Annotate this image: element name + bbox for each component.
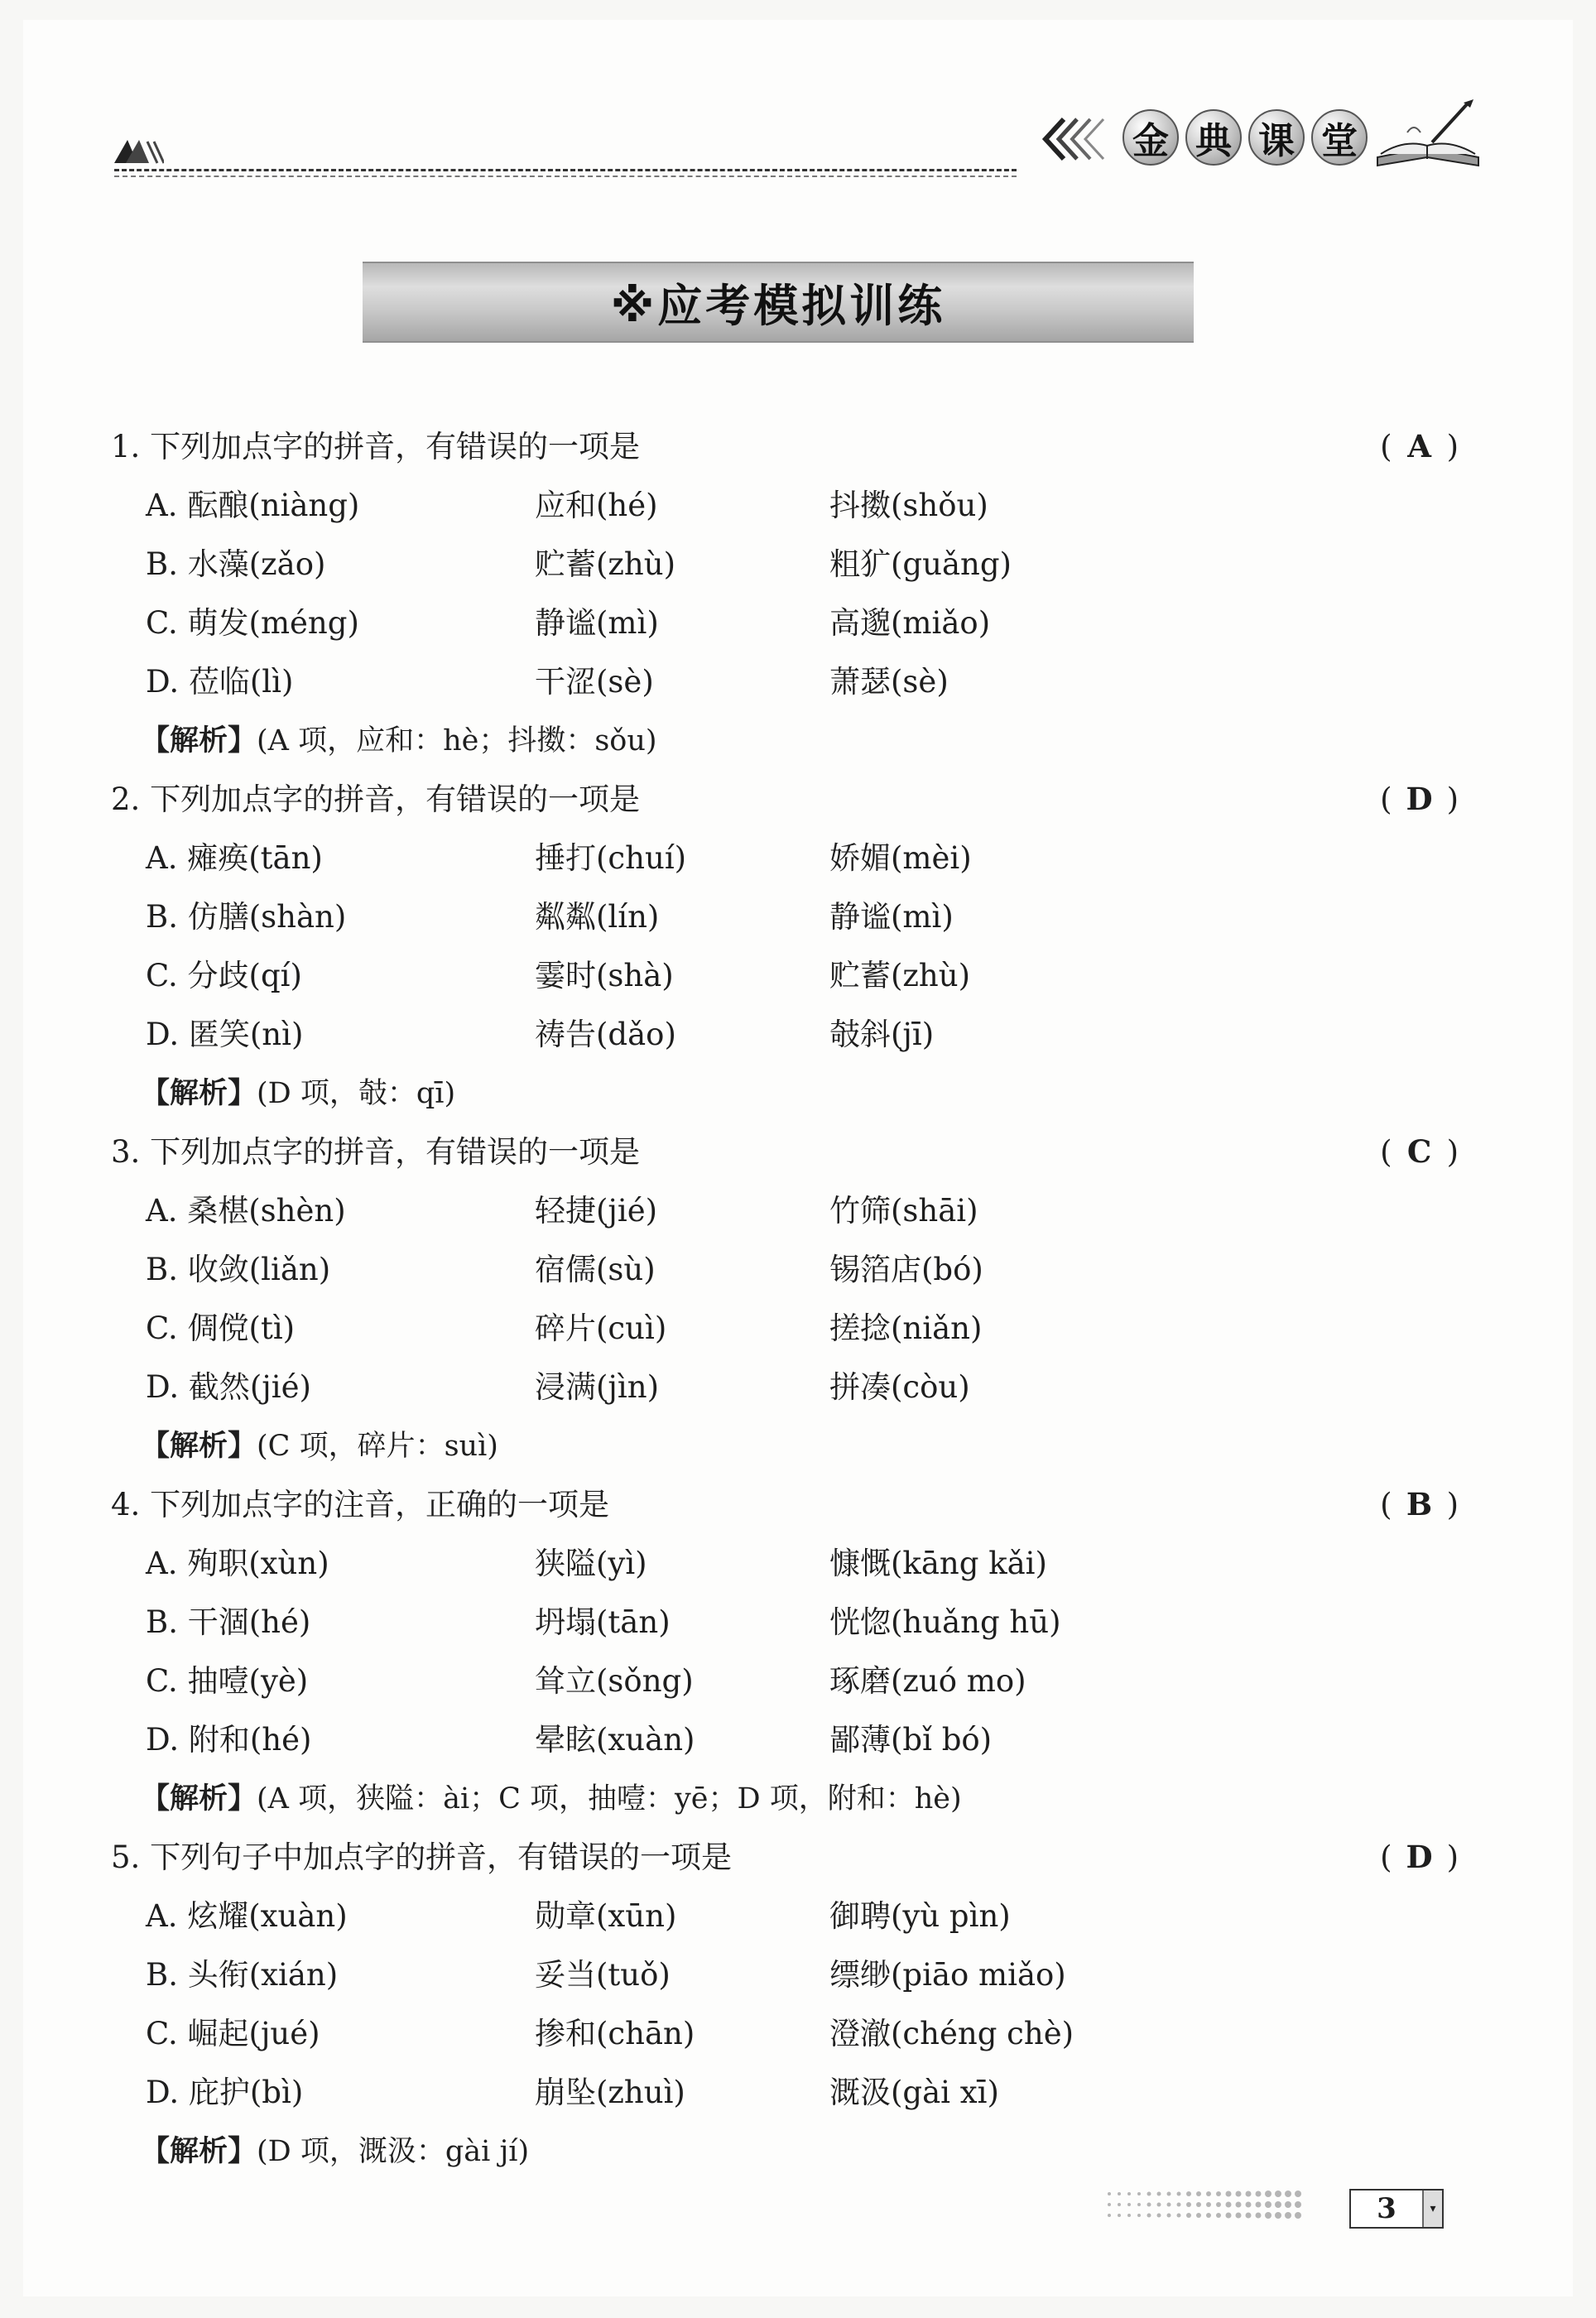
option-item: 霎时(shà) — [535, 958, 674, 993]
option-item: 恍惚(huǎng hū) — [829, 1604, 1061, 1640]
option-item: 妥当(tuǒ) — [535, 1957, 671, 1993]
option-row — [111, 652, 1460, 711]
option-item: 高邈(miǎo) — [829, 605, 991, 641]
option-row — [111, 2004, 1460, 2063]
option-item: 碎片(cuì) — [535, 1310, 667, 1346]
double-chevron-left-icon — [1039, 114, 1105, 164]
option-item: 拼凑(còu) — [829, 1369, 970, 1405]
question-stem: 5. 下列句子中加点字的拼音，有错误的一项是 — [111, 1839, 733, 1875]
option-item: B. 收敛(liǎn) — [146, 1252, 331, 1287]
analysis-tag: 【解析】 — [141, 1076, 257, 1110]
triangle-down-icon: ▾ — [1422, 2191, 1442, 2227]
option-row — [111, 1945, 1460, 2004]
header-rule — [114, 169, 1017, 171]
option-row — [111, 1710, 1460, 1769]
option-item: 应和(hé) — [535, 488, 658, 523]
question-stem: 1. 下列加点字的拼音，有错误的一项是 — [111, 429, 641, 464]
option-row — [111, 1299, 1460, 1358]
option-item: D. 匿笑(nì) — [146, 1017, 304, 1052]
option-row — [111, 476, 1460, 535]
option-item: 耸立(sǒng) — [535, 1663, 694, 1699]
option-row — [111, 1887, 1460, 1945]
option-row — [111, 1652, 1460, 1710]
option-item: 狭隘(yì) — [535, 1546, 647, 1581]
option-item: 捶打(chuí) — [535, 840, 687, 876]
option-item: 掺和(chān) — [535, 2016, 695, 2051]
option-item: D. 截然(jié) — [146, 1369, 311, 1405]
question-stem: 3. 下列加点字的拼音，有错误的一项是 — [111, 1134, 641, 1170]
option-item: A. 酝酿(niàng) — [146, 488, 360, 523]
analysis-tag: 【解析】 — [141, 2134, 257, 2168]
option-item: 粗犷(guǎng) — [829, 546, 1012, 582]
answer-letter: C — [1406, 1133, 1434, 1170]
option-item: 静谧(mì) — [535, 605, 659, 641]
option-item: C. 倜傥(tì) — [146, 1310, 296, 1346]
option-item: 娇媚(mèi) — [829, 840, 972, 876]
question-4 — [111, 1475, 1460, 1534]
option-item: C. 萌发(méng) — [146, 605, 359, 641]
dot-pattern-decor — [1101, 2187, 1333, 2222]
analysis — [111, 1064, 1460, 1123]
option-item: 鄙薄(bǐ bó) — [829, 1722, 993, 1758]
option-row — [111, 1181, 1460, 1240]
question-stem: 2. 下列加点字的拼音，有错误的一项是 — [111, 781, 641, 817]
option-item: 粼粼(lín) — [535, 899, 660, 935]
question-list — [111, 417, 1460, 2181]
brand-logo — [1122, 109, 1368, 166]
option-row — [111, 887, 1460, 946]
answer-letter: A — [1407, 428, 1433, 464]
option-item: 晕眩(xuàn) — [535, 1722, 695, 1758]
option-item: 崩坠(zhuì) — [535, 2075, 685, 2110]
option-item: 轻捷(jié) — [535, 1193, 658, 1229]
option-item: 琢磨(zuó mo) — [829, 1663, 1026, 1699]
option-row — [111, 1593, 1460, 1652]
option-item: A. 炫耀(xuàn) — [146, 1898, 348, 1934]
question-stem: 4. 下列加点字的注音，正确的一项是 — [111, 1487, 610, 1522]
analysis — [111, 1416, 1460, 1475]
question-1 — [111, 417, 1460, 476]
option-item: 慷慨(kāng kǎi) — [829, 1546, 1047, 1581]
option-item: 干涩(sè) — [535, 664, 654, 700]
triangle-decor-icon — [114, 135, 164, 165]
answer-bracket: ( A ) — [1380, 417, 1460, 476]
option-item: 浸满(jìn) — [535, 1369, 660, 1405]
option-item: A. 瘫痪(tān) — [146, 840, 323, 876]
answer-bracket: ( C ) — [1380, 1123, 1460, 1181]
answer-bracket: ( D ) — [1380, 1828, 1460, 1887]
brand-char: 课 — [1248, 109, 1305, 166]
option-item: 祷告(dǎo) — [535, 1017, 676, 1052]
option-item: 攲斜(jī) — [829, 1017, 935, 1052]
option-item: 静谧(mì) — [829, 899, 954, 935]
option-item: 锡箔店(bó) — [829, 1252, 983, 1287]
option-item: 御聘(yù pìn) — [829, 1898, 1011, 1934]
section-title: ※应考模拟训练 — [610, 279, 946, 332]
option-item: B. 干涸(hé) — [146, 1604, 311, 1640]
question-5 — [111, 1828, 1460, 1887]
option-row — [111, 535, 1460, 594]
question-2 — [111, 770, 1460, 829]
option-row — [111, 1005, 1460, 1064]
option-item: C. 崛起(jué) — [146, 2016, 320, 2051]
analysis-tag: 【解析】 — [141, 1429, 257, 1463]
option-row — [111, 2063, 1460, 2122]
option-item: 宿儒(sù) — [535, 1252, 656, 1287]
analysis-text: (A 项，狭隘：ài；C 项，抽噎：yē；D 项，附和：hè) — [257, 1782, 962, 1815]
option-item: C. 抽噎(yè) — [146, 1663, 309, 1699]
answer-letter: D — [1406, 1839, 1435, 1875]
option-item: 萧瑟(sè) — [829, 664, 949, 700]
page-number: 3 — [1377, 2192, 1396, 2225]
brand-char: 堂 — [1311, 109, 1368, 166]
option-item: C. 分歧(qí) — [146, 958, 302, 993]
option-item: 缥缈(piāo miǎo) — [829, 1957, 1066, 1993]
analysis-text: (A 项，应和：hè；抖擞：sǒu) — [257, 724, 657, 757]
question-3 — [111, 1123, 1460, 1181]
option-row — [111, 1240, 1460, 1299]
answer-bracket: ( D ) — [1380, 770, 1460, 829]
option-item: B. 水藻(zǎo) — [146, 546, 326, 582]
option-item: 坍塌(tān) — [535, 1604, 671, 1640]
option-item: 竹筛(shāi) — [829, 1193, 978, 1229]
answer-bracket: ( B ) — [1380, 1475, 1460, 1534]
option-item: 溉汲(gài xī) — [829, 2075, 999, 2110]
analysis — [111, 2122, 1460, 2181]
option-item: 贮蓄(zhù) — [829, 958, 971, 993]
option-item: 搓捻(niǎn) — [829, 1310, 983, 1346]
analysis-tag: 【解析】 — [141, 1782, 257, 1815]
answer-letter: B — [1406, 1486, 1435, 1522]
option-item: B. 头衔(xián) — [146, 1957, 339, 1993]
option-item: D. 莅临(lì) — [146, 664, 294, 700]
open-book-pen-icon — [1374, 99, 1482, 174]
option-item: 贮蓄(zhù) — [535, 546, 676, 582]
option-row — [111, 1534, 1460, 1593]
option-row — [111, 829, 1460, 887]
analysis — [111, 711, 1460, 770]
option-item: 勋章(xūn) — [535, 1898, 677, 1934]
option-row — [111, 594, 1460, 652]
option-row — [111, 946, 1460, 1005]
analysis-text: (C 项，碎片：suì) — [257, 1430, 498, 1463]
brand-char: 典 — [1185, 109, 1242, 166]
answer-letter: D — [1406, 781, 1435, 817]
option-row — [111, 1358, 1460, 1416]
analysis-tag: 【解析】 — [141, 724, 257, 757]
analysis — [111, 1769, 1460, 1828]
option-item: 澄澈(chéng chè) — [829, 2016, 1074, 2051]
option-item: A. 桑椹(shèn) — [146, 1193, 346, 1229]
option-item: 抖擞(shǒu) — [829, 488, 988, 523]
option-item: A. 殉职(xùn) — [146, 1546, 329, 1581]
option-item: B. 仿膳(shàn) — [146, 899, 347, 935]
header-rule-secondary — [114, 176, 1017, 177]
brand-char: 金 — [1122, 109, 1179, 166]
section-title-banner — [363, 262, 1194, 343]
option-item: D. 附和(hé) — [146, 1722, 312, 1758]
page-number-box — [1349, 2189, 1444, 2229]
analysis-text: (D 项，攲：qī) — [257, 1077, 456, 1110]
option-item: D. 庇护(bì) — [146, 2075, 304, 2110]
analysis-text: (D 项，溉汲：gài jí) — [257, 2135, 530, 2168]
